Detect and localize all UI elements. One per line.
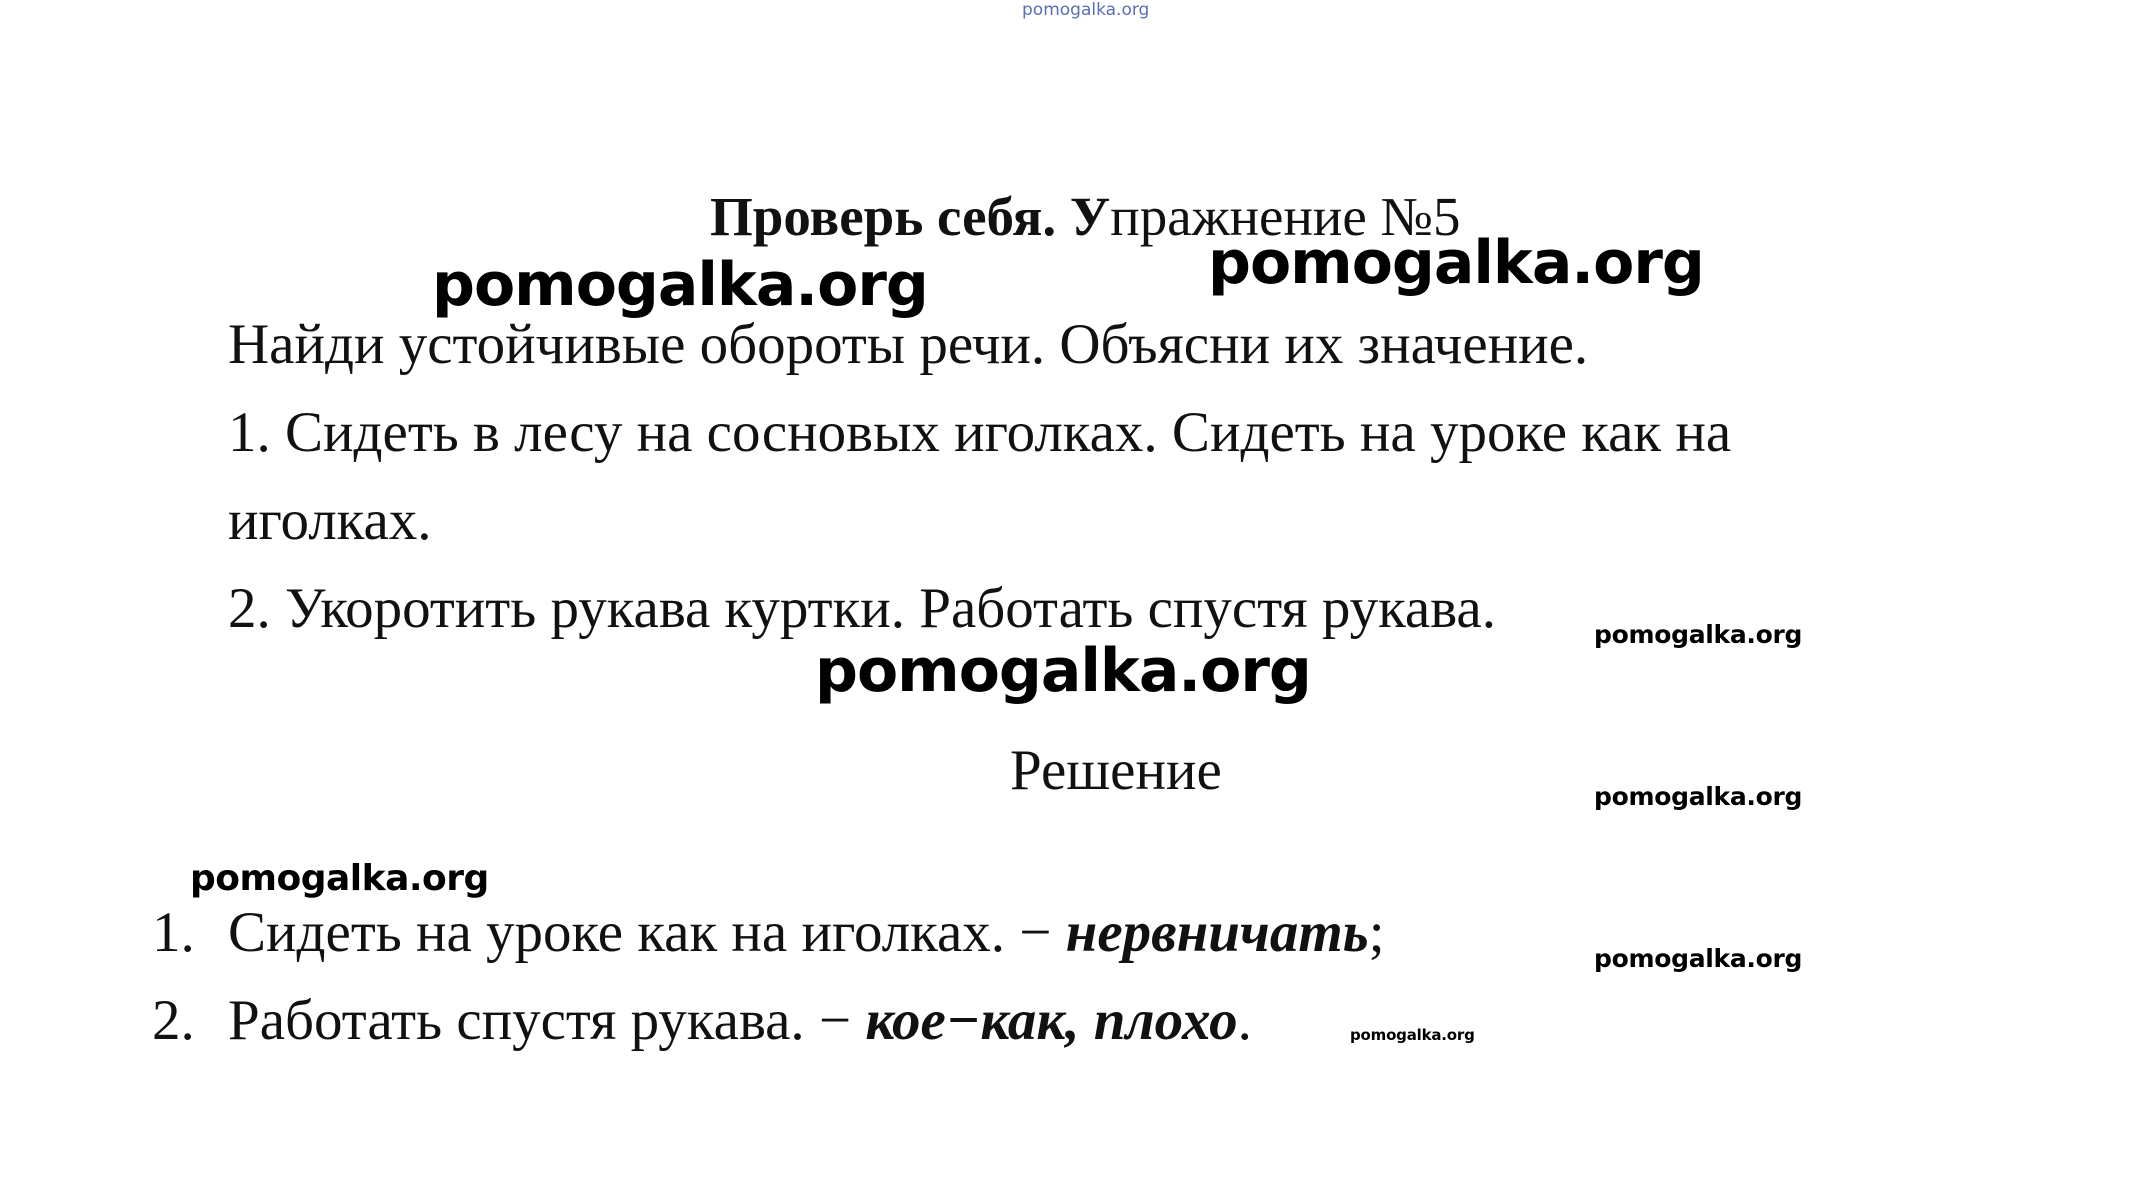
task-item-2: 2. Укоротить рукава куртки. Работать спустя рукава. bbox=[228, 577, 1496, 640]
watermark-small: pomogalka.org bbox=[1594, 944, 1803, 973]
watermark-big: pomogalka.org bbox=[815, 636, 1311, 706]
solution-item-1-text: Сидеть на уроке как на иголках. − bbox=[228, 901, 1066, 964]
solution-item-1-meaning: нервничать bbox=[1065, 901, 1369, 964]
solution-item-2-end: . bbox=[1237, 989, 1252, 1052]
task-item-1-line-1: 1. Сидеть в лесу на сосновых иголках. Сидеть на уроке как на bbox=[228, 401, 1732, 464]
watermark-big: pomogalka.org bbox=[432, 250, 928, 320]
title-bold: Проверь себя. У bbox=[710, 186, 1111, 247]
watermark-medium: pomogalka.org bbox=[190, 858, 489, 899]
solution-item-1-end: ; bbox=[1368, 901, 1385, 964]
solution-item-2-meaning: кое−как, плохо bbox=[865, 989, 1238, 1052]
watermark-big: pomogalka.org bbox=[1208, 228, 1704, 298]
watermark-small: pomogalka.org bbox=[1594, 620, 1803, 649]
task-instruction: Найди устойчивые обороты речи. Объясни их значение. bbox=[228, 313, 1589, 376]
task-item-1-line-2: иголках. bbox=[228, 489, 432, 552]
solution-item-number: 1. bbox=[152, 901, 195, 964]
watermark-top: pomogalka.org bbox=[1022, 0, 1150, 20]
solution-item-number: 2. bbox=[152, 989, 195, 1052]
watermark-tiny: pomogalka.org bbox=[1350, 1026, 1475, 1044]
solution-item-1 bbox=[228, 900, 1385, 965]
solution-heading: Решение bbox=[1010, 739, 1222, 802]
watermark-small: pomogalka.org bbox=[1594, 782, 1803, 811]
solution-item-2-text: Работать спустя рукава. − bbox=[228, 989, 866, 1052]
title-regular: пражнение №5 bbox=[1110, 186, 1461, 247]
solution-item-2 bbox=[228, 988, 1252, 1053]
